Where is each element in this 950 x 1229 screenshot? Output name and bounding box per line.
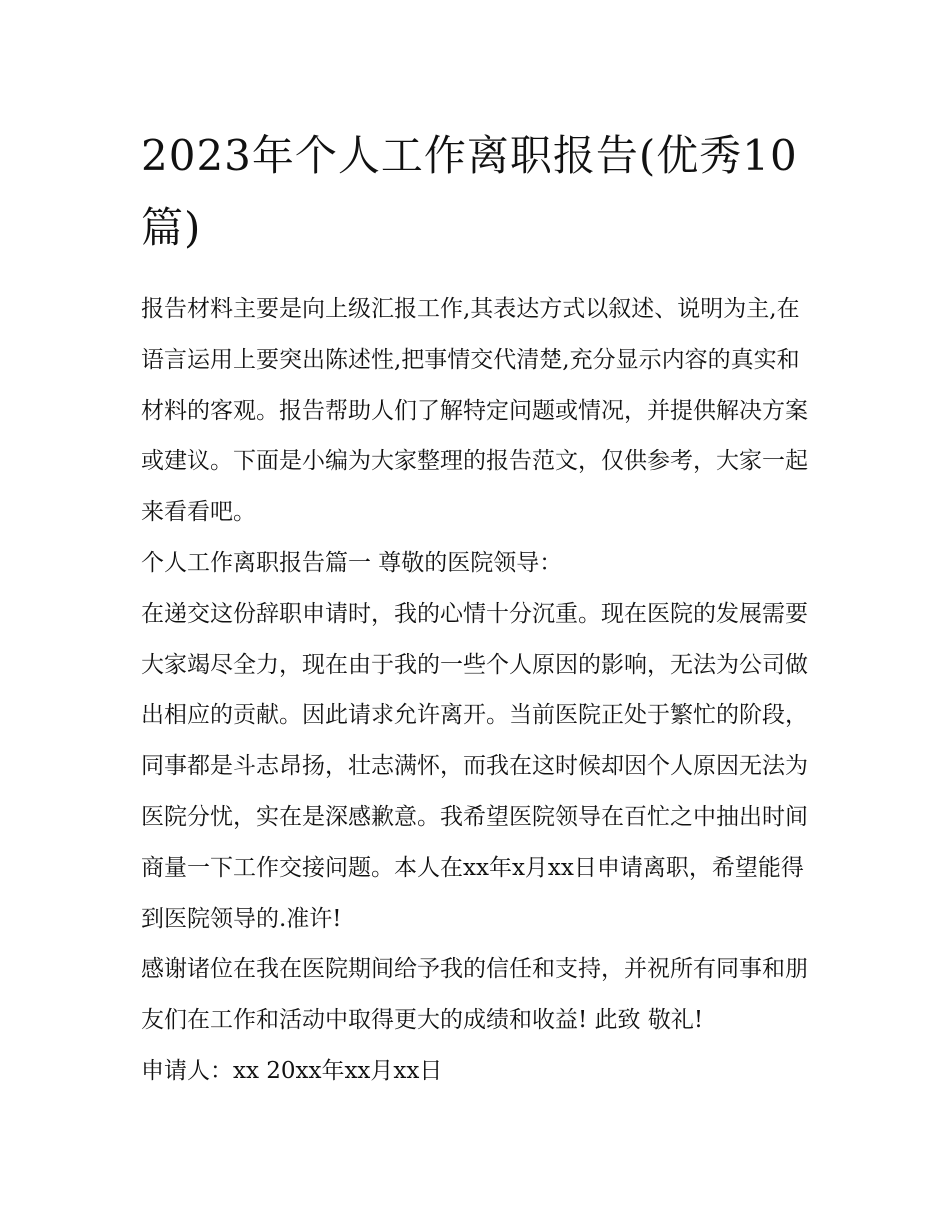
- section-heading-paragraph: 个人工作离职报告篇一 尊敬的医院领导：: [141, 549, 563, 576]
- intro-paragraph: 报告材料主要是向上级汇报工作,其表达方式以叙述、说明为主,在语言运用上要突出陈述性,把事情交代清楚,充分显示内容的真实和材料的客观。报告帮助人们了解特定问题或情况，并提供解决方案或建议。下面是小编为大家整理的报告范文，仅供参考，大家一起来看看吧。: [141, 296, 808, 526]
- resignation-paragraph: 在递交这份辞职申请时，我的心情十分沉重。现在医院的发展需要大家竭尽全力，现在由于我的一些个人原因的影响，无法为公司做出相应的贡献。因此请求允许离开。当前医院正处于繁忙的阶段，同事都是斗志昂扬，壮志满怀，而我在这时候却因个人原因无法为医院分忧，实在是深感歉意。我希望医院领导在百忙之中抽出时间商量一下工作交接问题。本人在xx年x月xx日申请离职，希望能得到医院领导的.准许!: [141, 600, 808, 932]
- document-title: 2023年个人工作离职报告(优秀10篇): [141, 131, 798, 252]
- thanks-paragraph: 感谢诸位在我在医院期间给予我的信任和支持，并祝所有同事和朋友们在工作和活动中取得更大的成绩和收益! 此致 敬礼!: [141, 956, 808, 1034]
- document-content: [141, 120, 821, 1097]
- signature-paragraph: 申请人：xx 20xx年xx月xx日: [141, 1057, 443, 1084]
- document-body: [141, 284, 821, 1097]
